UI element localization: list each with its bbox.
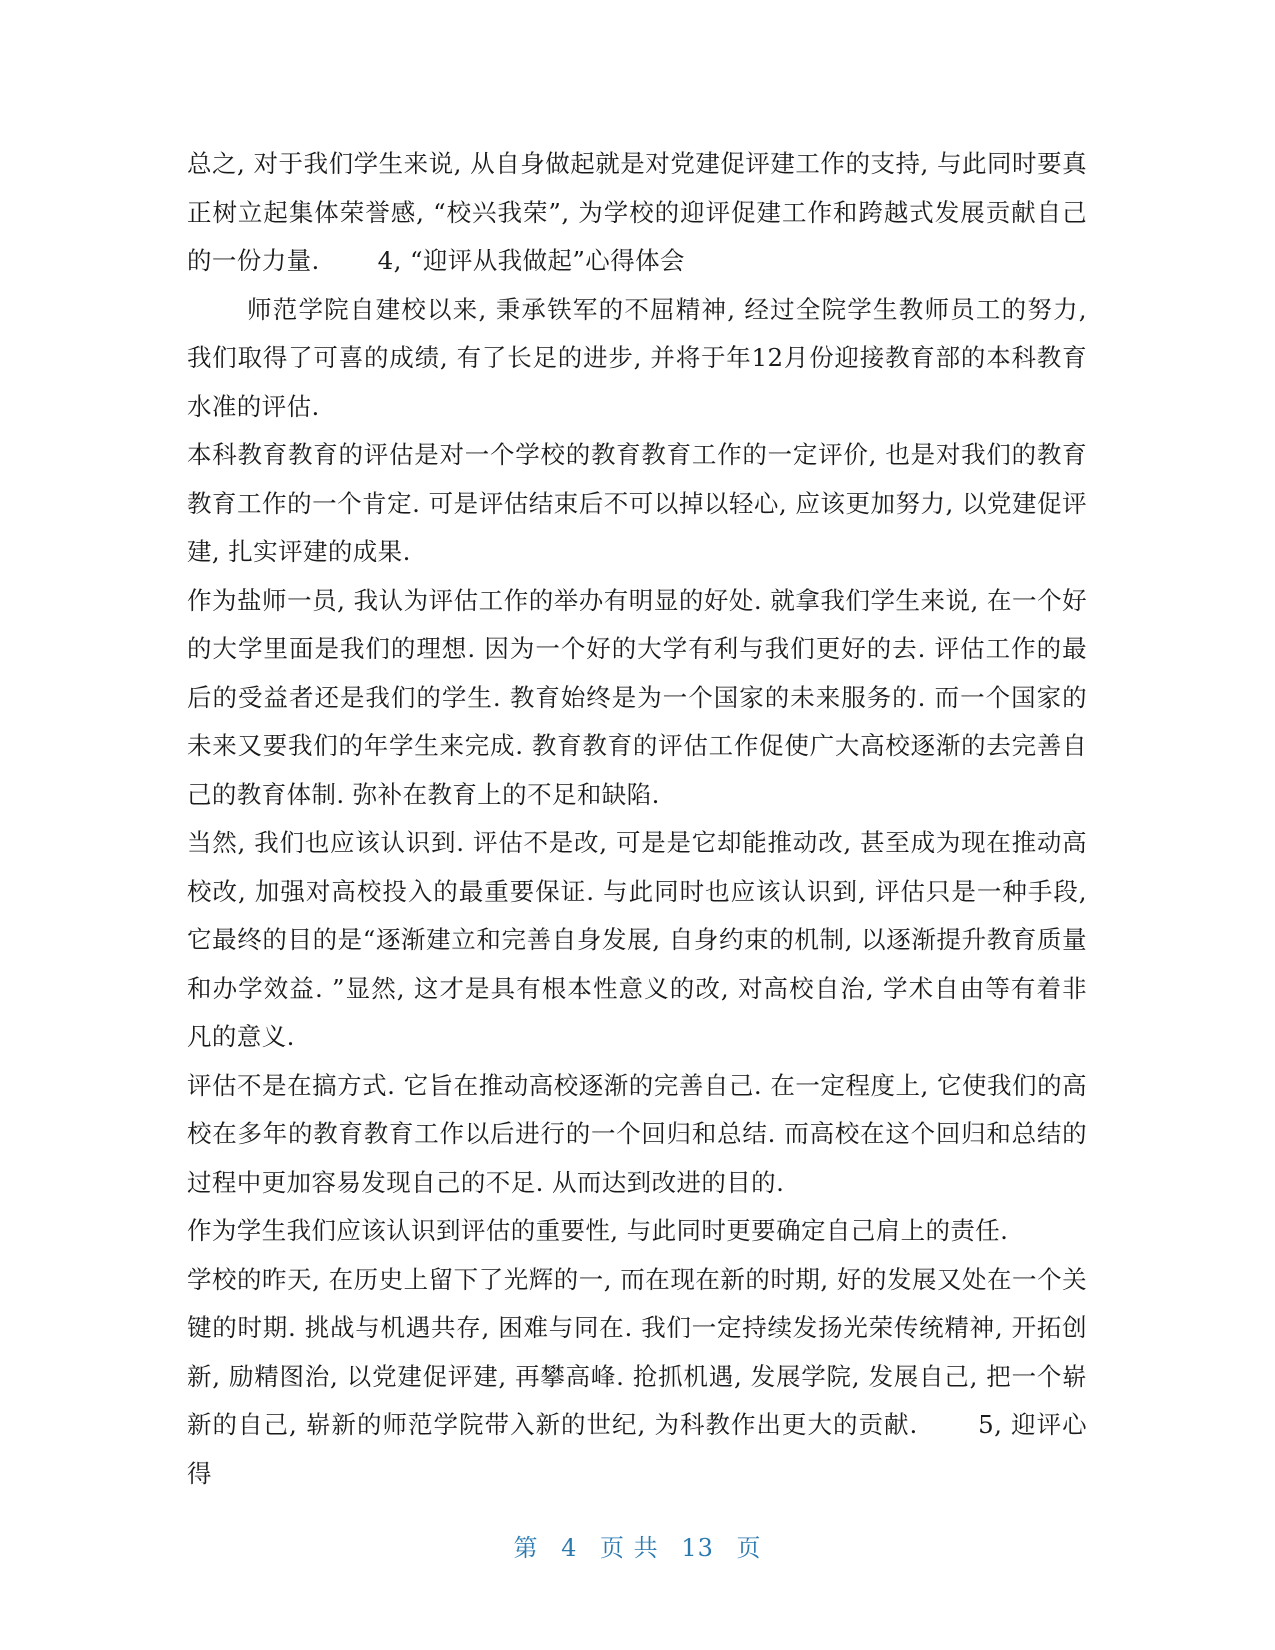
document-body <box>187 140 1087 1498</box>
paragraph-6: 评估不是在搞方式. 它旨在推动高校逐渐的完善自己. 在一定程度上, 它使我们的高校在多年的教育教育工作以后进行的一个回归和总结. 而高校在这个回归和总结的过程中更加容易发现自己的不足. 从而达到改进的目的. <box>187 1070 1087 1197</box>
paragraph-8: 学校的昨天, 在历史上留下了光辉的一, 而在现在新的时期, 好的发展又处在一个关键的时期. 挑战与机遇共存, 困难与同在. 我们一定持续发扬光荣传统精神, 开拓创新, 励精图治, 以党建促评建, 再攀高峰. 抢抓机遇, 发展学院, 发展自己, 把一个崭新的自己, 崭新的师范学院带入新的世纪, 为科教作出更大的贡献. 5, 迎评心得 <box>187 1264 1087 1488</box>
page-footer <box>0 1528 1275 1563</box>
footer-page-number: 4 <box>561 1534 578 1562</box>
footer-total-pages: 13 <box>681 1534 714 1562</box>
paragraph-1: 总之, 对于我们学生来说, 从自身做起就是对党建促评建工作的支持, 与此同时要真正树立起集体荣誉感, “校兴我荣”, 为学校的迎评促建工作和跨越式发展贡献自己的一份力量. 4, “迎评从我做起”心得体会 <box>187 149 1087 275</box>
paragraph-3: 本科教育教育的评估是对一个学校的教育教育工作的一定评价, 也是对我们的教育教育工作的一个肯定. 可是评估结束后不可以掉以轻心, 应该更加努力, 以党建促评建, 扎实评建的成果. <box>187 440 1087 566</box>
paragraph-2: 师范学院自建校以来, 秉承铁军的不屈精神, 经过全院学生教师员工的努力, 我们取得了可喜的成绩, 有了长足的进步, 并将于年12月份迎接教育部的本科教育水准的评估. <box>187 294 1087 421</box>
footer-prefix: 第 <box>513 1534 539 1562</box>
paragraph-7: 作为学生我们应该认识到评估的重要性, 与此同时更要确定自己肩上的责任. <box>187 1216 1009 1245</box>
footer-middle: 页 共 <box>600 1534 659 1562</box>
footer-suffix: 页 <box>736 1534 762 1562</box>
paragraph-5: 当然, 我们也应该认识到. 评估不是改, 可是是它却能推动改, 甚至成为现在推动高校改, 加强对高校投入的最重要保证. 与此同时也应该认识到, 评估只是一种手段, 它最终的目的是“逐渐建立和完善自身发展, 自身约束的机制, 以逐渐提升教育质量和办学效益. ”显然, 这才是具有根本性意义的改, 对高校自治, 学术自由等有着非凡的意义. <box>187 828 1087 1051</box>
paragraph-4: 作为盐师一员, 我认为评估工作的举办有明显的好处. 就拿我们学生来说, 在一个好的大学里面是我们的理想. 因为一个好的大学有利与我们更好的去. 评估工作的最后的受益者还是我们的学生. 教育始终是为一个国家的未来服务的. 而一个国家的未来又要我们的年学生来完成. 教育教育的评估工作促使广大高校逐渐的去完善自己的教育体制. 弥补在教育上的不足和缺陷. <box>187 585 1087 809</box>
